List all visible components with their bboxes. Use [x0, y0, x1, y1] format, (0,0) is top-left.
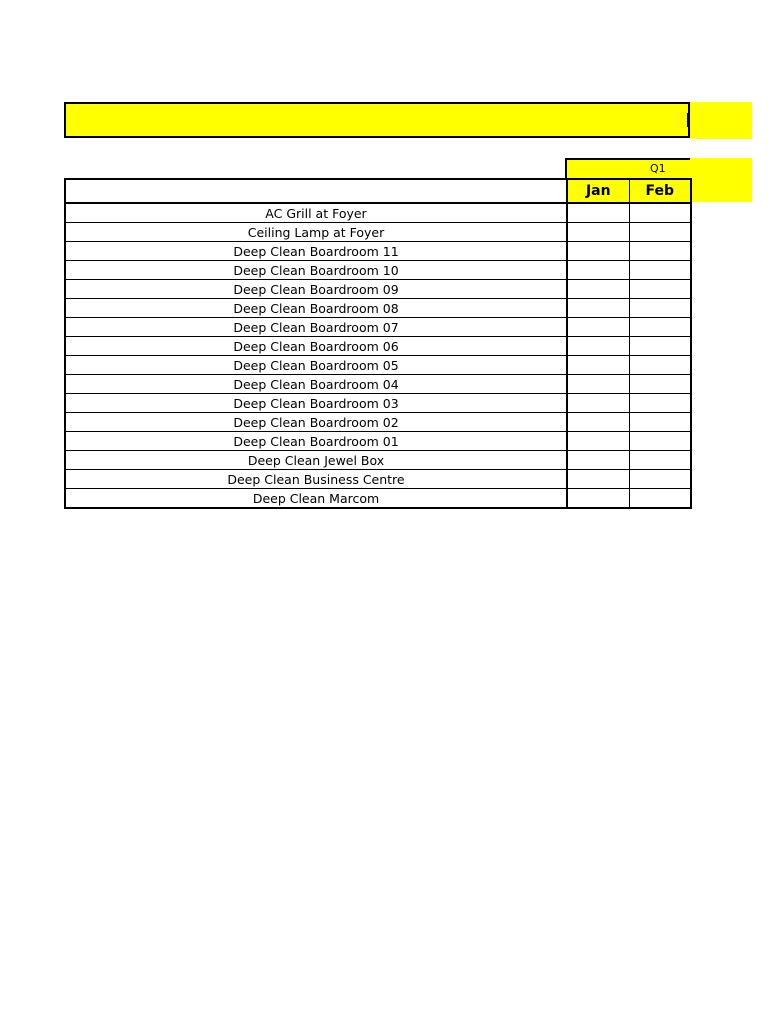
feb-cell[interactable]: [629, 356, 691, 375]
jan-cell[interactable]: [567, 242, 629, 261]
task-name-cell: Deep Clean Boardroom 03: [65, 394, 567, 413]
task-name-cell: Deep Clean Jewel Box: [65, 451, 567, 470]
table-row: [65, 280, 691, 299]
quarter-label: Q1: [650, 162, 666, 175]
jan-cell[interactable]: [567, 318, 629, 337]
feb-cell[interactable]: [629, 299, 691, 318]
table-row: [65, 489, 691, 509]
feb-cell[interactable]: [629, 261, 691, 280]
header-overflow-fill: [690, 158, 752, 202]
table-row: [65, 261, 691, 280]
task-schedule-table: [64, 178, 692, 509]
feb-cell[interactable]: [629, 489, 691, 509]
feb-cell[interactable]: [629, 432, 691, 451]
table-row: [65, 318, 691, 337]
feb-cell[interactable]: [629, 223, 691, 242]
task-name-cell: Ceiling Lamp at Foyer: [65, 223, 567, 242]
task-name-cell: Deep Clean Marcom: [65, 489, 567, 509]
table-row: [65, 242, 691, 261]
feb-cell[interactable]: [629, 413, 691, 432]
table-row: [65, 337, 691, 356]
feb-cell[interactable]: [629, 337, 691, 356]
table-row: [65, 451, 691, 470]
title-text-fragment: [687, 113, 689, 127]
jan-cell[interactable]: [567, 203, 629, 223]
task-name-cell: Deep Clean Boardroom 08: [65, 299, 567, 318]
feb-cell[interactable]: [629, 375, 691, 394]
feb-cell[interactable]: [629, 280, 691, 299]
task-name-cell: Deep Clean Boardroom 04: [65, 375, 567, 394]
task-name-cell: Deep Clean Boardroom 02: [65, 413, 567, 432]
jan-cell[interactable]: [567, 451, 629, 470]
table-header-row: [65, 179, 691, 203]
title-banner-overflow: [690, 102, 752, 139]
table-row: [65, 394, 691, 413]
jan-cell[interactable]: [567, 261, 629, 280]
quarter-header-cell: [565, 158, 690, 179]
task-name-cell: Deep Clean Boardroom 05: [65, 356, 567, 375]
task-name-cell: Deep Clean Boardroom 09: [65, 280, 567, 299]
table-row: [65, 223, 691, 242]
task-name-cell: Deep Clean Business Centre: [65, 470, 567, 489]
table-row: [65, 470, 691, 489]
feb-cell[interactable]: [629, 318, 691, 337]
jan-cell[interactable]: [567, 470, 629, 489]
title-banner: [64, 102, 690, 138]
jan-cell[interactable]: [567, 337, 629, 356]
jan-cell[interactable]: [567, 432, 629, 451]
feb-cell[interactable]: [629, 470, 691, 489]
feb-cell[interactable]: [629, 451, 691, 470]
jan-cell[interactable]: [567, 394, 629, 413]
jan-cell[interactable]: [567, 489, 629, 509]
jan-cell[interactable]: [567, 223, 629, 242]
jan-cell[interactable]: [567, 413, 629, 432]
task-name-cell: Deep Clean Boardroom 07: [65, 318, 567, 337]
table-row: [65, 432, 691, 451]
task-column-header: [65, 179, 567, 203]
table-row: [65, 299, 691, 318]
table-row: [65, 413, 691, 432]
jan-cell[interactable]: [567, 375, 629, 394]
task-name-cell: Deep Clean Boardroom 11: [65, 242, 567, 261]
table-row: [65, 203, 691, 223]
task-name-cell: Deep Clean Boardroom 10: [65, 261, 567, 280]
table-row: [65, 375, 691, 394]
task-name-cell: Deep Clean Boardroom 01: [65, 432, 567, 451]
jan-cell[interactable]: [567, 299, 629, 318]
feb-cell[interactable]: [629, 203, 691, 223]
task-name-cell: AC Grill at Foyer: [65, 203, 567, 223]
task-name-cell: Deep Clean Boardroom 06: [65, 337, 567, 356]
jan-cell[interactable]: [567, 280, 629, 299]
month-header-feb: Feb: [629, 179, 691, 203]
feb-cell[interactable]: [629, 242, 691, 261]
jan-cell[interactable]: [567, 356, 629, 375]
month-header-jan: Jan: [567, 179, 629, 203]
feb-cell[interactable]: [629, 394, 691, 413]
table-row: [65, 356, 691, 375]
